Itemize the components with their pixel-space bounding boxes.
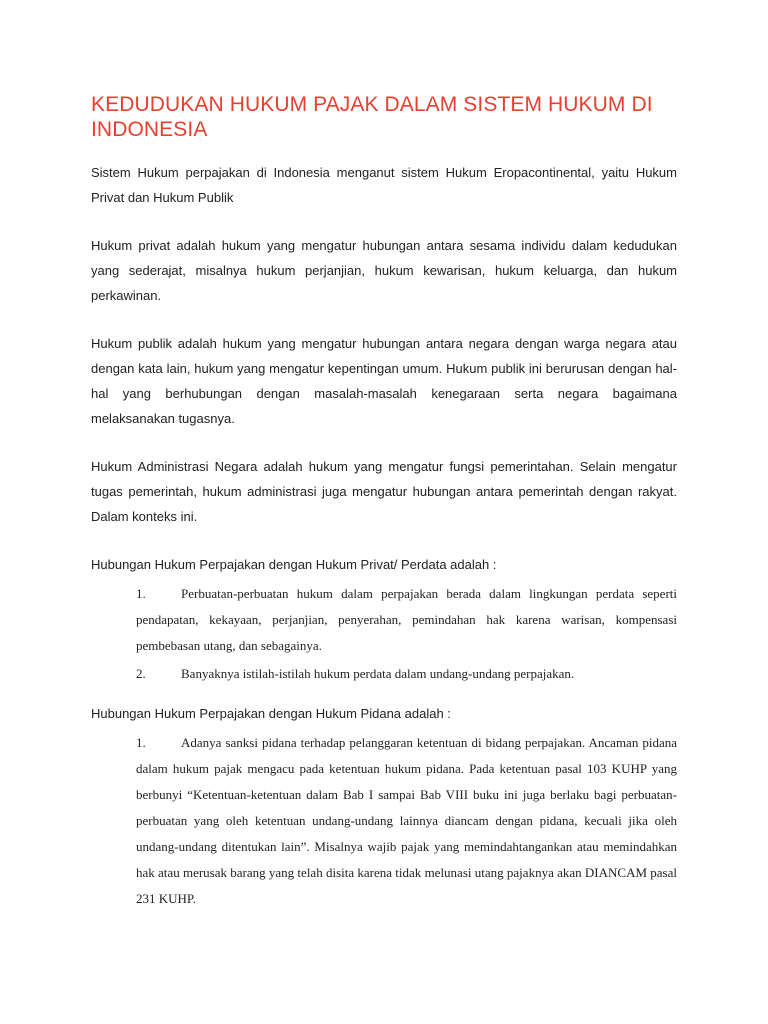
numbered-list xyxy=(136,730,677,912)
list-item-text: Banyaknya istilah-istilah hukum perdata dalam undang-undang perpajakan. xyxy=(181,666,575,681)
list-item xyxy=(136,730,677,912)
list-item-number: 1. xyxy=(136,586,146,601)
list-item xyxy=(136,581,677,659)
section-heading: Hubungan Hukum Perpajakan dengan Hukum Privat/ Perdata adalah : xyxy=(91,557,497,572)
paragraph-hukum-privat: Hukum privat adalah hukum yang mengatur hubungan antara sesama individu dalam kedudukan yang sederajat, misalnya hukum perjanjian, hukum kewarisan, hukum keluarga, dan hukum perkawinan. xyxy=(91,238,677,303)
paragraph-sistem-hukum: Sistem Hukum perpajakan di Indonesia menganut sistem Hukum Eropacontinental, yaitu Hukum Privat dan Hukum Publik xyxy=(91,165,677,205)
document-title: KEDUDUKAN HUKUM PAJAK DALAM SISTEM HUKUM DI INDONESIA xyxy=(91,93,653,141)
document-page xyxy=(91,92,677,926)
paragraph-hukum-publik: Hukum publik adalah hukum yang mengatur hubungan antara negara dengan warga negara atau dengan kata lain, hukum yang mengatur kepentingan umum. Hukum publik ini berurusan dengan hal-hal yang berhubungan dengan masalah-masalah kenegaraan serta negara bagaimana melaksanakan tugasnya. xyxy=(91,336,677,426)
numbered-list xyxy=(136,581,677,687)
list-item xyxy=(136,661,677,687)
section-hukum-privat xyxy=(91,552,677,687)
paragraph-hukum-administrasi: Hukum Administrasi Negara adalah hukum yang mengatur fungsi pemerintahan. Selain mengatur tugas pemerintah, hukum administrasi juga mengatur hubungan antara pemerintah dengan rakyat. Dalam konteks ini. xyxy=(91,459,677,524)
list-item-number: 1. xyxy=(136,735,146,750)
list-item-text: Adanya sanksi pidana terhadap pelanggaran ketentuan di bidang perpajakan. Ancaman pidana dalam hukum pajak mengacu pada ketentuan hukum pidana. Pada ketentuan pasal 103 KUHP yang berbunyi “Ketentuan-ketentuan dalam Bab I sampai Bab VIII buku ini juga berlaku bagi perbuatan-perbuatan yang oleh ketentuan undang-undang lainnya diancam dengan pidana, kecuali jika oleh undang-undang ditentukan lain”. Misalnya wajib pajak yang memindahtangankan atau memindahkan hak atau merusak barang yang telah disita karena tidak melunasi utang pajaknya akan DIANCAM pasal 231 KUHP. xyxy=(136,735,677,906)
list-item-text: Perbuatan-perbuatan hukum dalam perpajakan berada dalam lingkungan perdata seperti pendapatan, kekayaan, perjanjian, penyerahan, pemindahan hak karena warisan, kompensasi pembebasan utang, dan sebagainya. xyxy=(136,586,677,653)
section-hukum-pidana xyxy=(91,701,677,912)
section-heading: Hubungan Hukum Perpajakan dengan Hukum Pidana adalah : xyxy=(91,706,451,721)
list-item-number: 2. xyxy=(136,666,146,681)
